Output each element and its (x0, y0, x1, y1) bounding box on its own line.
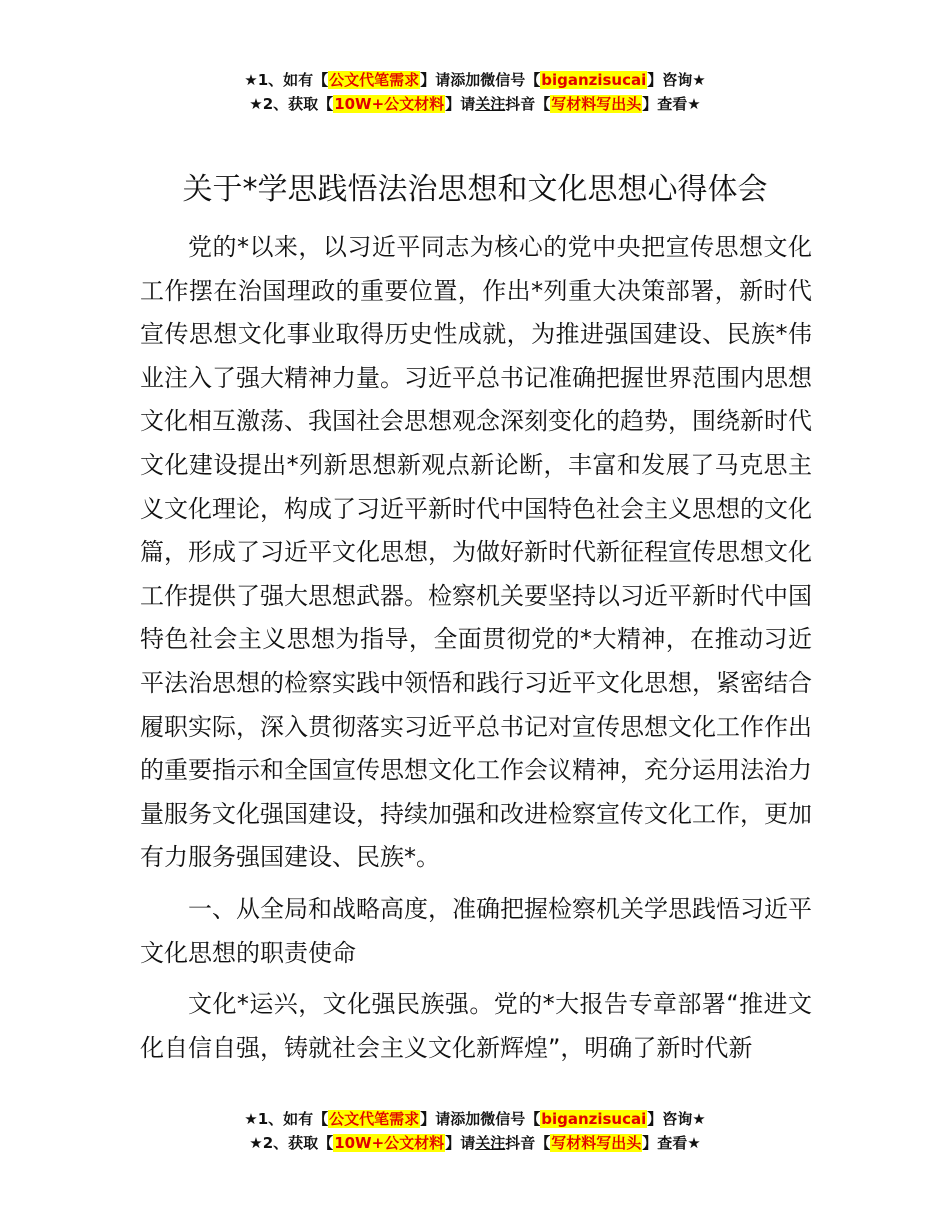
highlight-materials: 10W+公文材料 (334, 95, 445, 113)
footer-banner (0, 1107, 950, 1155)
paragraph-section-1: 文化*运兴，文化强民族强。党的*大报告专章部署“推进文化自信自强，铸就社会主义文化新辉煌”，明确了新时代新 (140, 990, 812, 1062)
underlined-follow: 关注 (475, 95, 506, 113)
section-heading-1: 一、从全局和战略高度，准确把握检察机关学思践悟习近平文化思想的职责使命 (140, 894, 812, 967)
highlight-service: 公文代笔需求 (329, 71, 420, 89)
banner-line-2: ★2、获取【10W+公文材料】请关注抖音【写材料写出头】查看★ (249, 95, 701, 113)
highlight-douyin-account: 写材料写出头 (551, 1134, 642, 1152)
banner-line-1: ★1、如有【公文代笔需求】请添加微信号【biganzisucai】咨询★ (244, 71, 706, 89)
document-body (140, 226, 812, 1070)
highlight-materials: 10W+公文材料 (334, 1134, 445, 1152)
banner-line-1: ★1、如有【公文代笔需求】请添加微信号【biganzisucai】咨询★ (244, 1110, 706, 1128)
paragraph-intro: 党的*以来，以习近平同志为核心的党中央把宣传思想文化工作摆在治国理政的重要位置，作出*列重大决策部署，新时代宣传思想文化事业取得历史性成就，为推进强国建设、民族*伟业注入了强大精神力量。习近平总书记准确把握世界范围内思想文化相互激荡、我国社会思想观念深刻变化的趋势，围绕新时代文化建设提出*列新思想新观点新论断，丰富和发展了马克思主义文化理论，构成了习近平新时代中国特色社会主义思想的文化篇，形成了习近平文化思想，为做好新时代新征程宣传思想文化工作提供了强大思想武器。检察机关要坚持以习近平新时代中国特色社会主义思想为指导，全面贯彻党的*大精神，在推动习近平法治思想的检察实践中领悟和践行习近平文化思想，紧密结合履职实际，深入贯彻落实习近平总书记对宣传思想文化工作作出的重要指示和全国宣传思想文化工作会议精神，充分运用法治力量服务文化强国建设，持续加强和改进检察宣传文化工作，更加有力服务强国建设、民族*。 (140, 233, 812, 872)
highlight-douyin-account: 写材料写出头 (551, 95, 642, 113)
underlined-follow: 关注 (475, 1134, 506, 1152)
header-banner (0, 68, 950, 116)
highlight-wechat-id: biganzisucai (541, 1110, 647, 1128)
highlight-wechat-id: biganzisucai (541, 71, 647, 89)
highlight-service: 公文代笔需求 (329, 1110, 420, 1128)
banner-line-2: ★2、获取【10W+公文材料】请关注抖音【写材料写出头】查看★ (249, 1134, 701, 1152)
document-title: 关于*学思践悟法治思想和文化思想心得体会 (182, 172, 768, 207)
